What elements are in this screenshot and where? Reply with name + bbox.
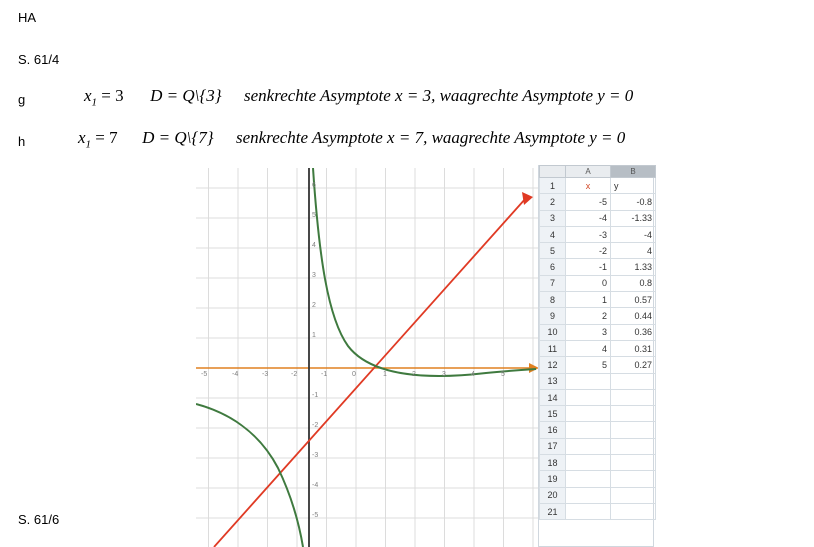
- row-header[interactable]: 16: [540, 422, 566, 438]
- x-tick-5: 5: [501, 371, 505, 378]
- row-header[interactable]: 2: [540, 194, 566, 210]
- row-header[interactable]: 21: [540, 503, 566, 519]
- table-row[interactable]: [540, 194, 656, 210]
- row-header[interactable]: 4: [540, 226, 566, 242]
- table-row[interactable]: [540, 389, 656, 405]
- cell-b[interactable]: 4: [611, 243, 656, 259]
- column-header-row: [540, 166, 656, 178]
- cell-b[interactable]: -1.33: [611, 210, 656, 226]
- table-row[interactable]: [540, 243, 656, 259]
- cell-a[interactable]: -3: [566, 226, 611, 242]
- equation-h: [78, 128, 625, 150]
- spreadsheet[interactable]: [538, 165, 654, 547]
- row-header[interactable]: 13: [540, 373, 566, 389]
- x-tick--2: -2: [291, 371, 298, 378]
- cell-a[interactable]: -2: [566, 243, 611, 259]
- table-row[interactable]: [540, 471, 656, 487]
- heading-ha: HA: [18, 10, 37, 25]
- cell-b[interactable]: 0.36: [611, 324, 656, 340]
- ref-61-6: S. 61/6: [18, 512, 60, 527]
- table-row[interactable]: [540, 503, 656, 519]
- equation-h-x1: x: [78, 128, 86, 147]
- column-header-a[interactable]: A: [566, 166, 611, 178]
- hyperbola-right-branch: [313, 168, 536, 376]
- spreadsheet-body: [540, 178, 656, 520]
- cell-a[interactable]: [566, 406, 611, 422]
- cell-b[interactable]: -0.8: [611, 194, 656, 210]
- table-row[interactable]: [540, 373, 656, 389]
- cell-a[interactable]: -5: [566, 194, 611, 210]
- row-header[interactable]: 19: [540, 471, 566, 487]
- gridlines: [196, 168, 539, 547]
- y-tick-1: 1: [312, 332, 316, 339]
- x-tick--3: -3: [262, 371, 269, 378]
- cell-b[interactable]: [611, 406, 656, 422]
- y-tick-5: 5: [312, 212, 316, 219]
- column-header-b[interactable]: B: [611, 166, 656, 178]
- x-tick--1: -1: [321, 371, 328, 378]
- row-header[interactable]: 8: [540, 292, 566, 308]
- table-row[interactable]: [540, 487, 656, 503]
- cell-b[interactable]: [611, 487, 656, 503]
- diagonal-line: [214, 192, 533, 547]
- cell-a[interactable]: 1: [566, 292, 611, 308]
- hyperbola-left-branch: [196, 404, 303, 547]
- x-tick--5: -5: [201, 371, 208, 378]
- table-row[interactable]: [540, 422, 656, 438]
- cell-a[interactable]: x: [566, 178, 611, 194]
- table-row[interactable]: [540, 455, 656, 471]
- row-header[interactable]: 20: [540, 487, 566, 503]
- table-row[interactable]: [540, 340, 656, 356]
- cell-a[interactable]: 4: [566, 340, 611, 356]
- cell-a[interactable]: [566, 389, 611, 405]
- row-header[interactable]: 9: [540, 308, 566, 324]
- equation-h-domain: D = Q\{7}: [142, 128, 214, 147]
- table-row[interactable]: [540, 357, 656, 373]
- cell-a[interactable]: 2: [566, 308, 611, 324]
- ref-61-4: S. 61/4: [18, 52, 60, 67]
- y-tick-4: 4: [312, 242, 316, 249]
- x-tick-2: 2: [412, 371, 416, 378]
- cell-b[interactable]: 1.33: [611, 259, 656, 275]
- equation-g-x1: x: [84, 86, 92, 105]
- cell-a[interactable]: 3: [566, 324, 611, 340]
- table-row[interactable]: [540, 292, 656, 308]
- cell-b[interactable]: 0.27: [611, 357, 656, 373]
- cell-a[interactable]: [566, 438, 611, 454]
- row-header[interactable]: 12: [540, 357, 566, 373]
- cell-a[interactable]: -4: [566, 210, 611, 226]
- x-tick-3: 3: [442, 371, 446, 378]
- y-tick--2: -2: [312, 422, 319, 429]
- x-tick-4: 4: [471, 371, 475, 378]
- cell-b[interactable]: [611, 455, 656, 471]
- cell-a[interactable]: -1: [566, 259, 611, 275]
- row-header[interactable]: 15: [540, 406, 566, 422]
- y-tick-3: 3: [312, 272, 316, 279]
- x-tick--4: -4: [232, 371, 239, 378]
- equation-h-x1-value: = 7: [91, 128, 118, 147]
- x-axis: [196, 363, 539, 373]
- row-header[interactable]: 18: [540, 455, 566, 471]
- cell-b[interactable]: 0.31: [611, 340, 656, 356]
- equation-g-x1-value: = 3: [97, 86, 124, 105]
- y-tick--3: -3: [312, 452, 319, 459]
- equation-g-description: senkrechte Asymptote x = 3, waagrechte Asymptote y = 0: [244, 86, 634, 105]
- table-row[interactable]: [540, 226, 656, 242]
- y-tick--4: -4: [312, 482, 319, 489]
- cell-a[interactable]: [566, 503, 611, 519]
- y-tick--5: -5: [312, 512, 319, 519]
- cell-b[interactable]: 0.57: [611, 292, 656, 308]
- row-header[interactable]: 11: [540, 340, 566, 356]
- table-row[interactable]: [540, 210, 656, 226]
- row-header[interactable]: 3: [540, 210, 566, 226]
- table-row[interactable]: [540, 406, 656, 422]
- corner-cell[interactable]: [540, 166, 566, 178]
- cell-b[interactable]: [611, 438, 656, 454]
- cell-b[interactable]: [611, 373, 656, 389]
- table-row[interactable]: [540, 324, 656, 340]
- equation-h-x1-sub: 1: [85, 138, 92, 151]
- cell-b[interactable]: 0.44: [611, 308, 656, 324]
- row-header[interactable]: 14: [540, 389, 566, 405]
- table-row[interactable]: [540, 275, 656, 291]
- row-header[interactable]: 7: [540, 275, 566, 291]
- graph-svg: [196, 168, 539, 547]
- y-tick-2: 2: [312, 302, 316, 309]
- row-header[interactable]: 10: [540, 324, 566, 340]
- equation-h-description: senkrechte Asymptote x = 7, waagrechte Asymptote y = 0: [236, 128, 626, 147]
- cell-a[interactable]: 5: [566, 357, 611, 373]
- cell-a[interactable]: [566, 422, 611, 438]
- x-tick-0: 0: [352, 371, 356, 378]
- equation-g-domain: D = Q\{3}: [150, 86, 222, 105]
- spreadsheet-table: [539, 165, 656, 520]
- row-header[interactable]: 5: [540, 243, 566, 259]
- label-h: h: [18, 134, 26, 149]
- cell-b[interactable]: [611, 389, 656, 405]
- cell-a[interactable]: [566, 455, 611, 471]
- row-header[interactable]: 17: [540, 438, 566, 454]
- function-graph: [196, 168, 539, 547]
- cell-b[interactable]: [611, 503, 656, 519]
- cell-b[interactable]: 0.8: [611, 275, 656, 291]
- cell-b[interactable]: y: [611, 178, 656, 194]
- row-header[interactable]: 6: [540, 259, 566, 275]
- cell-b[interactable]: [611, 422, 656, 438]
- table-row[interactable]: [540, 259, 656, 275]
- table-row[interactable]: [540, 308, 656, 324]
- cell-a[interactable]: [566, 487, 611, 503]
- cell-a[interactable]: [566, 373, 611, 389]
- equation-g-x1-sub: 1: [91, 96, 98, 109]
- table-row[interactable]: [540, 178, 656, 194]
- cell-b[interactable]: -4: [611, 226, 656, 242]
- equation-g: [84, 86, 633, 108]
- row-header[interactable]: 1: [540, 178, 566, 194]
- x-tick-1: 1: [383, 371, 387, 378]
- cell-b[interactable]: [611, 471, 656, 487]
- cell-a[interactable]: [566, 471, 611, 487]
- y-tick-6: 6: [312, 182, 316, 189]
- table-row[interactable]: [540, 438, 656, 454]
- label-g: g: [18, 92, 26, 107]
- y-tick--1: -1: [312, 392, 319, 399]
- cell-a[interactable]: 0: [566, 275, 611, 291]
